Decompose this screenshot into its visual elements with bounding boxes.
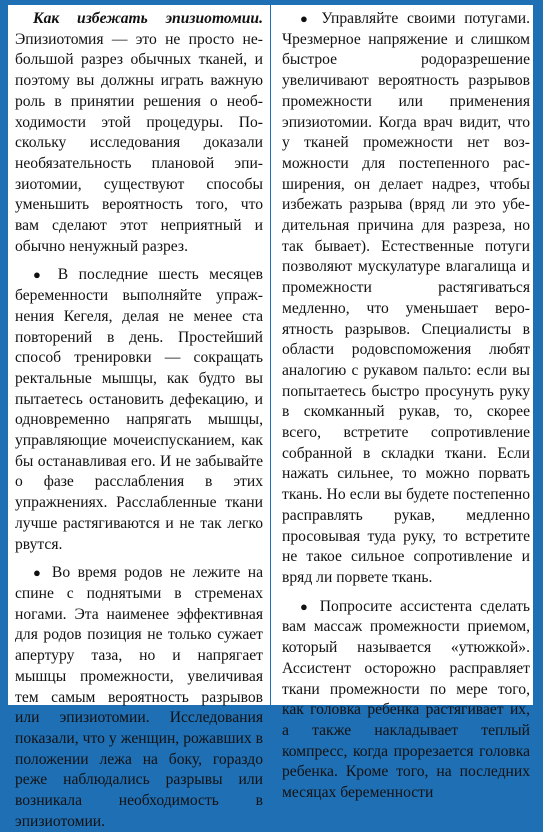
- paragraph-episiotomy-intro: [15, 9, 263, 257]
- bullet-paragraph-kegel: [15, 265, 263, 555]
- bullet-icon: ●: [33, 565, 45, 581]
- paragraph-text: Во время родов не лежите на спине с поднятыми в стременах ногами. Эта наименее эффективная для родов позиция не только сужает апертуру таза, но и напрягает мышцы промежности, увеличивая тем самым вероятность разрывов или эпизиотомии. Исследования показали, что у женщин, рожавших в положении лежа на боку, гораздо реже наблюдались разрывы или возникала необходимость в эпизиотомии.: [15, 564, 263, 830]
- book-page: [8, 5, 533, 830]
- right-column: [282, 9, 530, 804]
- bullet-paragraph-position: [15, 563, 263, 832]
- paragraph-text: Управляйте своими потугами. Чрезмерное напряжение и слишком быстрое родоразрешение увеличивают вероятность разрывов промежности или применения эпизиотомии. Когда врач видит, что у тканей промежности нет возможности для постепенного расширения, он делает надрез, чтобы избежать разрыва (вряд ли это убедительная причина для разреза, но так бывает). Естественные потуги позволяют мускулатуре влагалища и промежности растягиваться медленно, что уменьшает вероятность разрывов. Специалисты в области родовспоможения любят аналогию с рукавом пальто: если вы попытаетесь быстро просунуть руку в скомканный рукав, то, скорее всего, встретите сопротивление собранной в складки ткани. Если нажать сильнее, то можно порвать ткань. Но если вы будете постепенно расправлять рукав, медленно просовывая туда руку, то встретите не такое сильное сопротивление и вряд ли порвете ткань.: [282, 10, 530, 586]
- bullet-icon: ●: [300, 11, 313, 26]
- bullet-paragraph-pushing: [282, 9, 530, 589]
- paragraph-text: В последние шесть месяцев беременности выполняйте упражнения Кегеля, делая не менее ста повторений в день. Простейший способ тренировки — сокращать ректальные мышцы, как будто вы пытаетесь остановить дефекацию, и одновременно напрягать мышцы, управляющие мочеиспусканием, как бы останавливая его. И не забывайте о фазе расслабления в этих упражнениях. Расслабленные ткани лучше растягиваются и не так легко рвутся.: [15, 266, 263, 553]
- bullet-paragraph-massage: [282, 597, 530, 804]
- bullet-icon: ●: [33, 267, 48, 283]
- column-divider: [270, 5, 271, 705]
- paragraph-text: Эпизиотомия — это не просто небольшой разрез обычных тканей, и поэтому вы должны играть важную роль в принятии решения о необходимости этой процедуры. Поскольку исследования доказали необязательность плановой эпизиотомии, существуют способы уменьшить вероятность того, что вам сделают этот неприятный и обычно ненужный разрез.: [15, 30, 263, 255]
- left-column: [15, 9, 263, 832]
- bullet-icon: ●: [300, 598, 312, 614]
- paragraph-text: Попросите ассистента сделать вам массаж промежности приемом, который называется «утюжкой». Ассистент осторожно расправляет ткани промежности по мере того, как головка ребенка растягивает их, а также накладывает теплый компресс, когда прорезается головка ребенка. Кроме того, на последних месяцах беременности: [282, 597, 530, 802]
- section-heading: Как избежать эпизиотомии.: [33, 10, 263, 27]
